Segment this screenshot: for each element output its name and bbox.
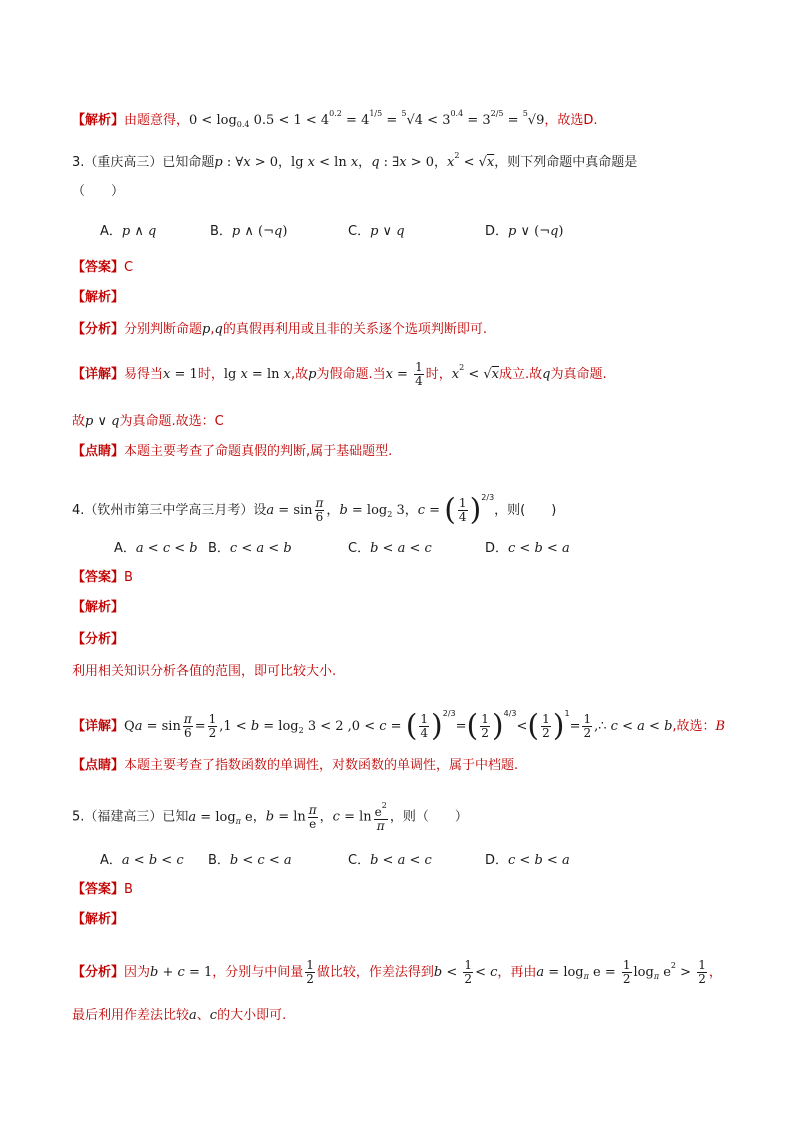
q3-conclusion: 故p ∨ q为真命题.故选：C — [72, 414, 224, 429]
q4-option-a: A．a < c < b — [114, 541, 198, 556]
q3-jiexi: 【解析】 — [72, 290, 125, 305]
q4-option-d: D．c < b < a — [485, 541, 570, 556]
q3-answer: 【答案】C — [72, 260, 134, 275]
q3-option-b: B．p ∧ (¬q) — [210, 224, 288, 239]
q3-option-d: D．p ∨ (¬q) — [485, 224, 564, 239]
question-5: 5.（福建高三）已知$a = \log_\pi e$，b = ln $\frac{\pi}{e}$ ，c = ln $\frac{e^2}{\pi}$ ，则（ ） — [72, 801, 468, 833]
q3-blank: （ ） — [72, 184, 125, 199]
q4-option-b: B．c < a < b — [208, 541, 292, 556]
q3-fenxi: 【分析】分别判断命题p,q的真假再利用或且非的关系逐个选项判断即可. — [72, 322, 487, 337]
analysis-line-q2 — [72, 104, 734, 135]
q3-prop-q: q : ∃x > 0 — [371, 155, 434, 170]
q3-prop-p-body: lg x < ln x — [291, 155, 359, 170]
q4-jiexi: 【解析】 — [72, 600, 125, 615]
q4-fenxi-text: 利用相关知识分析各值的范围，即可比较大小. — [72, 664, 337, 679]
q5-answer: 【答案】B — [72, 882, 133, 897]
q5-option-b: B．b < c < a — [208, 853, 292, 868]
question-3: 3.（重庆高三）已知命题p : ∀x > 0，lg x < ln x，q : ∃x > 0，$x^2 < √x$，则下列命题中真命题是 — [72, 151, 638, 170]
q3-option-a: A．p ∧ q — [100, 224, 157, 239]
q3-comma: ， — [278, 155, 292, 170]
analysis-suffix: ，故选D. — [544, 113, 598, 128]
q4-dianjing: 【点睛】本题主要考查了指数函数的单调性，对数函数的单调性，属于中档题. — [72, 758, 519, 773]
q3-xiangjie: 【详解】易得当x = 1时，lg x = ln x,故p为假命题.当x = $\frac{1}{4}$ 时，$x^2 < √x$成立.故q为真命题. — [72, 360, 607, 388]
q5-option-d: D．c < b < a — [485, 853, 570, 868]
formula-q2: $0 < \log_{0.4} 0.5 < 1 < 4^{0.2} = 4^{1/5} = ^5√4 < 3^{0.4} = 3^{2/5} = ^5√9$ — [189, 109, 545, 129]
q4-xiangjie: 【详解】Qa = sin $\frac{\pi}{6}$ = $\frac{1}{2}$ $,1 < b = \log_2 3 < 2$ ,0 < c = ( $\frac{1}{4}$ )$^{2/3}$=( $\frac{1}{2}$ )$^{4/3}$<( $\frac{1}{2}$ )$^1$= $\frac{1}{2}$ ,∴ c < a < b,故选：B — [72, 708, 726, 744]
q5-option-a: A．a < b < c — [100, 853, 184, 868]
q5-option-c: C．b < a < c — [348, 853, 432, 868]
q3-prop-q-body: $x^2 < √x$ — [447, 151, 495, 170]
question-4: 4.（钦州市第三中学高三月考）设a = sin $\frac{\pi}{6}$ ，$b = \log_2 3$，c = ( $\frac{1}{4}$ )$^{2/3}$，则( ) — [72, 492, 557, 528]
q5-fenxi: 【分析】因为b + c = 1，分别与中间量 $\frac{1}{2}$ 做比较，作差法得到b < $\frac{1}{2}$ < c，再由$a = \log_\pi e$ = $\frac{1}{2}$ $\log_\pi e^2$ > $\frac{1}{2}$ ， — [72, 958, 722, 986]
q4-option-c: C．b < a < c — [348, 541, 432, 556]
q5-jiexi: 【解析】 — [72, 912, 125, 927]
q4-answer: 【答案】B — [72, 570, 133, 585]
q4-fenxi-tag: 【分析】 — [72, 632, 125, 647]
q3-dianjing: 【点睛】本题主要考查了命题真假的判断,属于基础题型. — [72, 444, 393, 459]
analysis-prefix: 由题意得， — [124, 113, 190, 128]
q3-tail: ，则下列命题中真命题是 — [494, 155, 638, 170]
q3-prop-p: p : ∀x > 0 — [214, 155, 279, 170]
q3-head: 3.（重庆高三）已知命题 — [72, 155, 215, 170]
tag-jiexi: 【解析】 — [72, 113, 125, 128]
q5-last-line: 最后利用作差法比较a、c的大小即可. — [72, 1008, 287, 1023]
q3-option-c: C．p ∨ q — [348, 224, 405, 239]
